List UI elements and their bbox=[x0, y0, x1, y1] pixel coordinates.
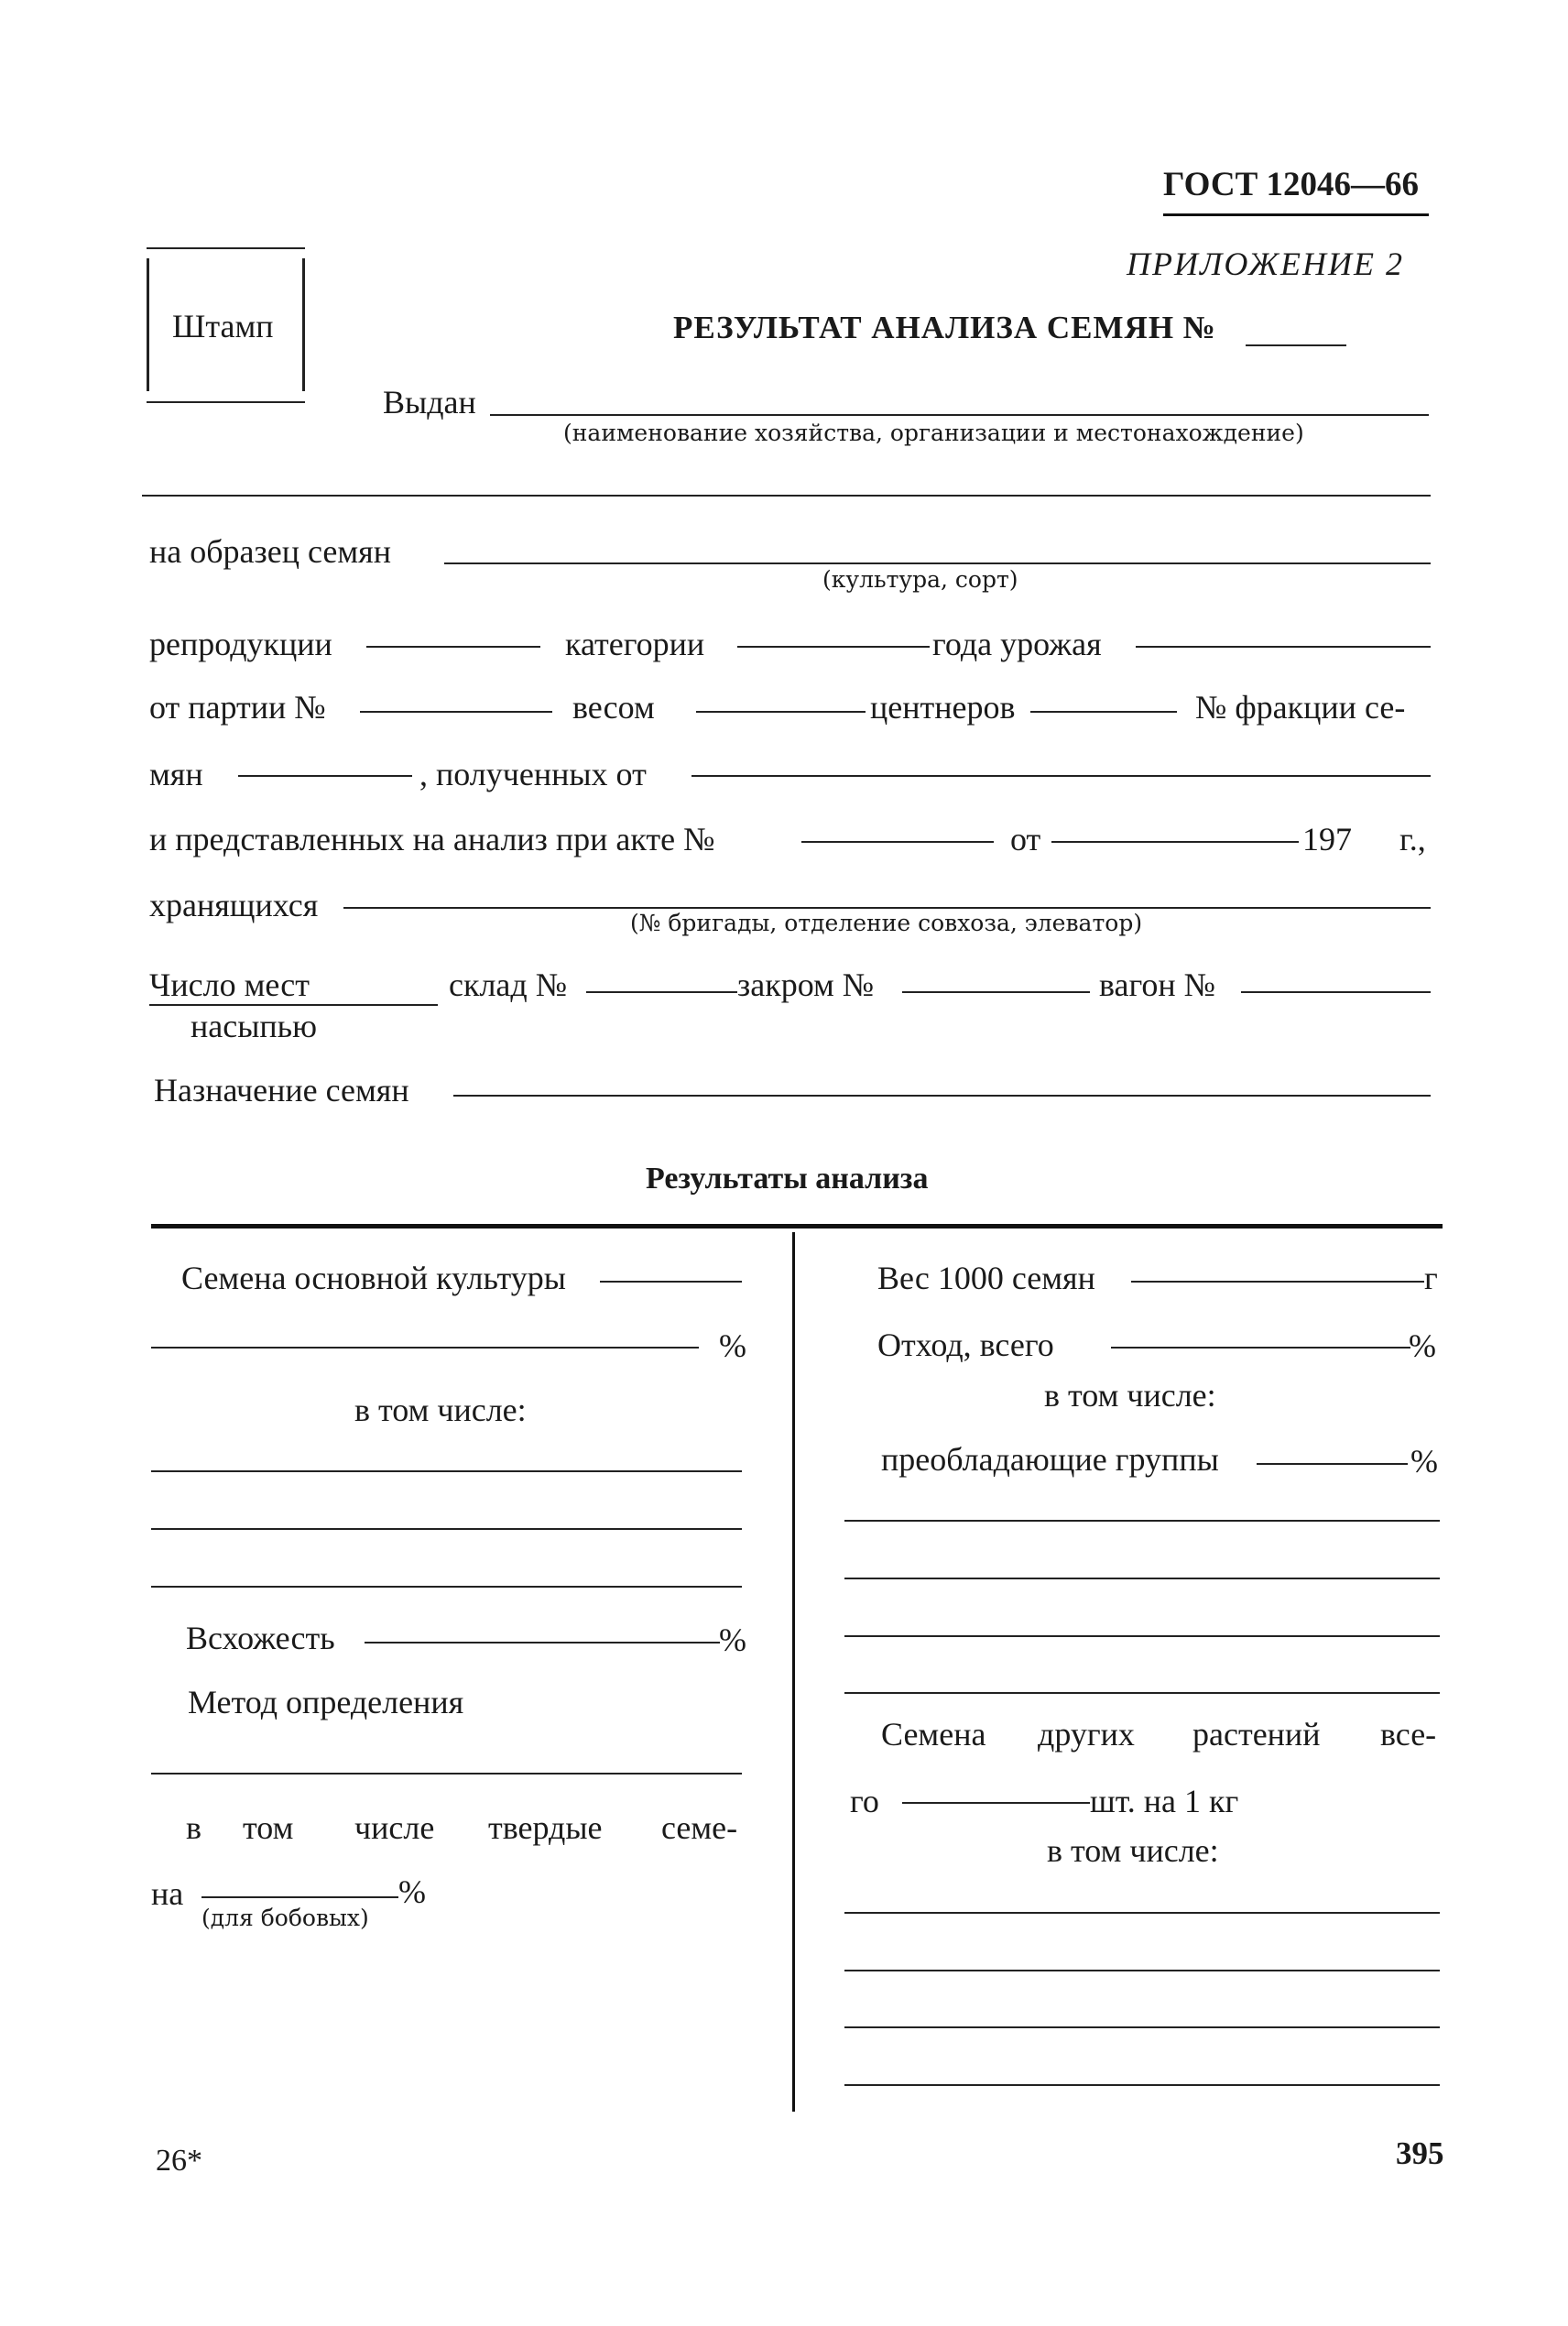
hard-seeds-percent: % bbox=[398, 1873, 426, 1910]
main-seeds-label: Семена основной культуры bbox=[181, 1260, 566, 1296]
received-from-line bbox=[691, 775, 1431, 777]
method-line bbox=[151, 1773, 742, 1775]
centners-line bbox=[1030, 711, 1177, 713]
footer-signature-mark: 26* bbox=[156, 2144, 202, 2178]
fraction-label-cont: мян bbox=[149, 756, 203, 792]
left-including-line-1 bbox=[151, 1470, 742, 1472]
hard-seeds-word-1: в bbox=[186, 1809, 201, 1846]
other-seeds-line bbox=[902, 1802, 1090, 1804]
waste-line bbox=[1111, 1347, 1410, 1349]
hard-seeds-word-4: твердые bbox=[488, 1809, 603, 1846]
g-label: г., bbox=[1399, 821, 1426, 857]
results-top-rule bbox=[151, 1224, 1443, 1229]
germination-label: Всхожесть bbox=[186, 1620, 335, 1656]
other-seeds-word-1: Семена bbox=[881, 1716, 986, 1753]
harvest-year-label: года урожая bbox=[932, 626, 1102, 662]
results-heading: Результаты анализа bbox=[646, 1162, 929, 1196]
issued-label: Выдан bbox=[383, 384, 476, 420]
sample-label: на образец семян bbox=[149, 533, 392, 570]
document-title: РЕЗУЛЬТАТ АНАЛИЗА СЕМЯН № bbox=[673, 310, 1216, 345]
places-label: Число мест bbox=[149, 966, 310, 1003]
dominant-line bbox=[1257, 1463, 1408, 1465]
bin-label: закром № bbox=[737, 966, 875, 1003]
hard-seeds-line bbox=[201, 1896, 398, 1898]
warehouse-line bbox=[586, 991, 737, 993]
category-label: категории bbox=[565, 626, 705, 662]
bulk-label: насыпью bbox=[191, 1008, 317, 1044]
hard-seeds-word-5: семе- bbox=[661, 1809, 738, 1846]
wagon-line bbox=[1241, 991, 1431, 993]
places-fraction-line bbox=[149, 1004, 438, 1006]
other-seeds-word-3: растений bbox=[1192, 1716, 1321, 1753]
stamp-label: Штамп bbox=[172, 308, 274, 344]
bin-line bbox=[902, 991, 1090, 993]
purpose-label: Назначение семян bbox=[154, 1072, 409, 1108]
right-including-line-1 bbox=[844, 1520, 1440, 1522]
hard-seeds-cont: на bbox=[151, 1875, 184, 1912]
sample-hint: (культура, сорт) bbox=[822, 566, 1018, 593]
harvest-year-line bbox=[1136, 646, 1431, 648]
other-including-line-1 bbox=[844, 1912, 1440, 1914]
hard-seeds-word-3: числе bbox=[354, 1809, 435, 1846]
weight-1000-label: Вес 1000 семян bbox=[877, 1260, 1095, 1296]
submitted-label: и представленных на анализ при акте № bbox=[149, 821, 715, 857]
warehouse-label: склад № bbox=[449, 966, 568, 1003]
waste-label: Отход, всего bbox=[877, 1327, 1054, 1363]
per-kg-label: шт. на 1 кг bbox=[1090, 1783, 1239, 1819]
right-including-line-2 bbox=[844, 1578, 1440, 1579]
main-seeds-line bbox=[600, 1281, 742, 1283]
legumes-hint: (для бобовых) bbox=[201, 1905, 369, 1931]
gram-label: г bbox=[1424, 1260, 1438, 1296]
other-seeds-cont: го bbox=[850, 1783, 879, 1819]
left-including-line-2 bbox=[151, 1528, 742, 1530]
main-seeds-percent: % bbox=[719, 1327, 746, 1364]
germination-line bbox=[365, 1642, 720, 1643]
page-number: 395 bbox=[1396, 2135, 1444, 2171]
other-seeds-word-4: все- bbox=[1380, 1716, 1437, 1753]
stored-hint: (№ бригады, отделение совхоза, элеватор) bbox=[630, 910, 1143, 936]
right-including-line-4 bbox=[844, 1692, 1440, 1694]
hard-seeds-word-2: том bbox=[243, 1809, 294, 1846]
reproduction-line bbox=[366, 646, 540, 648]
fraction-line bbox=[238, 775, 412, 777]
other-including-line-2 bbox=[844, 1970, 1440, 1971]
stored-line bbox=[343, 907, 1431, 909]
results-column-divider bbox=[792, 1232, 795, 2112]
issued-line bbox=[490, 414, 1429, 416]
act-number-line bbox=[801, 841, 994, 843]
other-including-line-4 bbox=[844, 2084, 1440, 2086]
issued-line-2 bbox=[142, 495, 1431, 497]
gost-number: ГОСТ 12046—66 bbox=[1163, 166, 1419, 203]
dominant-percent: % bbox=[1410, 1443, 1438, 1480]
centners-label: центнеров bbox=[870, 689, 1016, 726]
right-including-label: в том числе: bbox=[1044, 1377, 1216, 1414]
other-seeds-word-2: других bbox=[1038, 1716, 1135, 1753]
category-line bbox=[737, 646, 930, 648]
stamp-box bbox=[147, 247, 305, 403]
germination-percent: % bbox=[719, 1622, 746, 1658]
purpose-line bbox=[453, 1095, 1431, 1097]
act-date-line bbox=[1051, 841, 1299, 843]
sample-line bbox=[444, 562, 1431, 564]
year-label: 197 bbox=[1302, 821, 1352, 857]
act-from-label: от bbox=[1010, 821, 1041, 857]
waste-percent: % bbox=[1409, 1327, 1436, 1364]
stored-label: хранящихся bbox=[149, 887, 319, 923]
left-including-line-3 bbox=[151, 1586, 742, 1588]
right-including-line-3 bbox=[844, 1635, 1440, 1637]
left-including-label: в том числе: bbox=[354, 1392, 527, 1428]
batch-label: от партии № bbox=[149, 689, 326, 726]
weight-1000-line bbox=[1131, 1281, 1424, 1283]
main-seeds-line-2 bbox=[151, 1347, 699, 1349]
title-number-line bbox=[1246, 344, 1346, 346]
gost-underline bbox=[1163, 213, 1429, 216]
right-including-label-2: в том числе: bbox=[1047, 1832, 1219, 1869]
batch-line bbox=[360, 711, 552, 713]
weight-label: весом bbox=[572, 689, 655, 726]
received-from-label: , полученных от bbox=[419, 756, 647, 792]
issued-hint: (наименование хозяйства, организации и местонахождение) bbox=[563, 420, 1304, 446]
dominant-label: преобладающие группы bbox=[881, 1441, 1219, 1478]
other-including-line-3 bbox=[844, 2026, 1440, 2028]
appendix-label: ПРИЛОЖЕНИЕ 2 bbox=[1127, 246, 1404, 282]
fraction-label: № фракции се- bbox=[1195, 689, 1406, 726]
reproduction-label: репродукции bbox=[149, 626, 332, 662]
method-label: Метод определения bbox=[188, 1684, 464, 1720]
weight-line bbox=[696, 711, 866, 713]
wagon-label: вагон № bbox=[1099, 966, 1215, 1003]
